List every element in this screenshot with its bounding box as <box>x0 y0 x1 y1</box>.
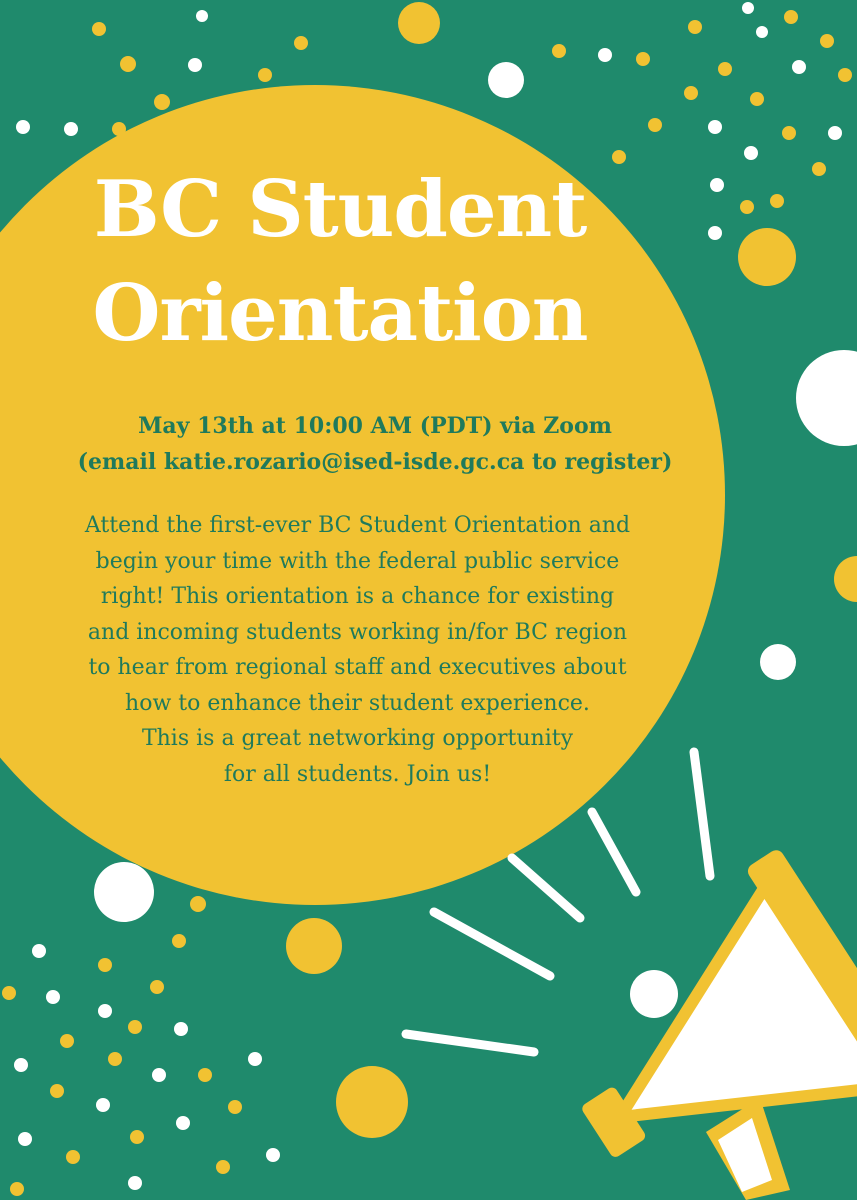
event-date-time: May 13th at 10:00 AM (PDT) via Zoom <box>138 413 612 439</box>
description-line: right! This orientation is a chance for existing <box>100 584 615 609</box>
description-line: to hear from regional staff and executives about <box>88 655 627 680</box>
description-line: begin your time with the federal public service <box>95 548 620 574</box>
description-line: and incoming students working in/for BC region <box>87 619 628 645</box>
description-line: how to enhance their student experience. <box>125 690 590 716</box>
description-line: This is a great networking opportunity <box>141 726 574 751</box>
title-line-2: Orientation <box>92 268 588 359</box>
registration-info: (email katie.rozario@ised-isde.gc.ca to register) <box>77 449 673 475</box>
title-line-1: BC Student <box>93 164 587 255</box>
description-line: for all students. Join us! <box>223 761 492 787</box>
description-line: Attend the first-ever BC Student Orientation and <box>84 513 631 538</box>
